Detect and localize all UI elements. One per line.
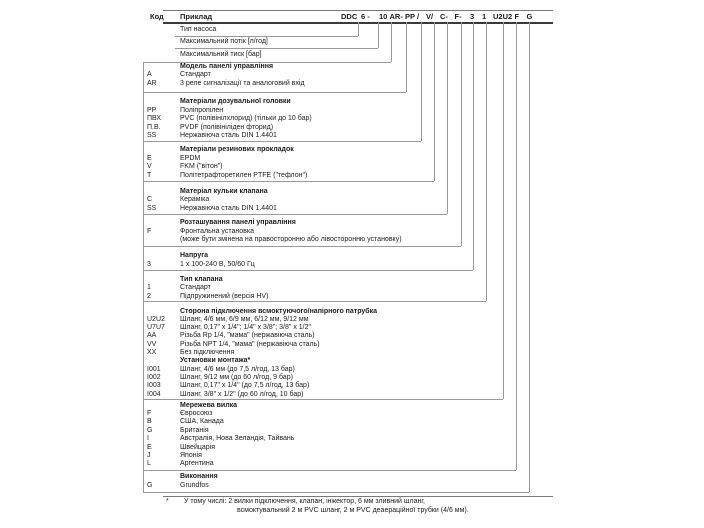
item-code: П.В.: [147, 123, 161, 131]
item-code: U2U2: [147, 315, 165, 323]
item-code: E: [147, 154, 152, 162]
item-description: Нержавіюча сталь DIN 1.4401: [180, 204, 277, 212]
type-key-code: 3: [470, 11, 475, 21]
item-description: Шланг, 0,17" x 1/4" (до 7,5 л/год, 13 бар): [180, 382, 310, 390]
item-description: Різьба NPT 1/4, "мама" (нержавіюча сталь): [180, 340, 320, 348]
column-header-code: Код: [150, 11, 164, 21]
item-description: Підпружинений (версія HV): [180, 292, 269, 300]
item-code: B: [147, 418, 152, 426]
type-key-code: V/: [426, 11, 434, 21]
section-bottom-line: [143, 246, 461, 247]
item-code: XX: [147, 349, 157, 356]
section-bottom-line: [143, 214, 447, 215]
item-code: E: [147, 443, 152, 451]
item-code: I004: [147, 390, 161, 398]
type-key-code: F: [514, 11, 520, 21]
row-label: Тип насоса: [180, 25, 217, 33]
item-description: Британія: [180, 426, 209, 434]
item-description: Євросоюз: [180, 409, 213, 417]
item-code: V: [147, 163, 152, 170]
type-key-code: U2U2: [493, 11, 513, 21]
item-code: T: [147, 171, 152, 179]
code-connector-vertical: [447, 22, 448, 214]
section-title: Напруга: [180, 252, 209, 259]
type-key-code: AR-: [389, 11, 403, 21]
item-code: SS: [147, 204, 157, 212]
item-description: Поліпропілен: [180, 106, 224, 114]
item-code: U7U7: [147, 324, 165, 332]
item-description: Шланг, 4/6 мм (до 7,5 л/год, 13 бар): [180, 365, 295, 373]
item-code: J: [147, 451, 151, 459]
type-key-code: F-: [454, 11, 462, 21]
item-code: ПВХ: [147, 115, 162, 122]
item-description: Австралія, Нова Зеландія, Тайвань: [180, 435, 295, 443]
section-bottom-line: [143, 181, 434, 182]
footnote-marker: *: [166, 498, 169, 505]
section-bottom-line: [143, 92, 406, 93]
row-underline: [175, 48, 378, 49]
item-description: PVDF (полівініліден фторид): [180, 123, 274, 131]
item-code: 1: [147, 284, 151, 291]
item-description: PVC (полівінілхлорид) (тільки до 10 бар): [180, 115, 312, 122]
item-code: F: [147, 227, 152, 235]
code-connector-vertical: [486, 22, 487, 301]
code-connector-vertical: [421, 22, 422, 141]
footnote-line1: У тому числі: 2 вилки підключення, клапан, інжектор, 6 мм зливний шланг,: [184, 498, 425, 505]
section-bottom-line: [143, 492, 529, 493]
item-code: AR: [147, 79, 157, 87]
column-header-example: Приклад: [180, 11, 213, 21]
section-bottom-line: [143, 301, 486, 302]
item-code: C: [147, 196, 153, 203]
code-connector-vertical: [358, 22, 359, 36]
section-title: Модель панелі управління: [180, 62, 274, 70]
item-description: 1 x 100-240 В, 50/60 Гц: [180, 260, 255, 268]
type-key-code: 10: [379, 11, 388, 21]
code-connector-vertical: [434, 22, 435, 181]
table-bottom-rule: [163, 496, 553, 497]
section-title: Виконання: [180, 473, 218, 480]
type-key-code: DDC: [341, 11, 358, 21]
item-description: Фронтальна установка: [180, 227, 254, 235]
type-key-code: PP /: [405, 11, 420, 21]
section-bottom-line: [143, 399, 503, 400]
item-description: Стандарт: [180, 284, 211, 291]
item-code: VV: [147, 340, 157, 348]
item-description: Кераміка: [180, 196, 210, 203]
item-code: I003: [147, 382, 161, 390]
item-description: FKM ("вітон"): [180, 163, 223, 170]
row-label: Максимальний тиск [бар]: [180, 50, 262, 58]
item-description: Шланг, 4/6 мм, 6/9 мм, 6/12 мм, 9/12 мм: [180, 315, 309, 323]
section-left-border: [143, 62, 144, 492]
item-code: SS: [147, 132, 157, 139]
item-description: Різьба Rp 1/4, "мама" (нержавіюча сталь): [180, 332, 315, 340]
item-code: I: [147, 435, 149, 443]
item-code: G: [147, 481, 153, 489]
item-code: AA: [147, 332, 157, 340]
row-label: Максимальний потік [л/год]: [180, 37, 268, 45]
item-description: 3 реле сигналізації та аналоговий вхід: [180, 79, 305, 87]
type-key-code: 1: [482, 11, 487, 21]
item-code: L: [147, 460, 151, 468]
section-subtitle: Установки монтажа*: [180, 357, 251, 365]
code-connector-vertical: [406, 22, 407, 92]
item-code: A: [147, 71, 152, 78]
section-bottom-line: [143, 470, 516, 471]
type-key-code: C-: [440, 11, 448, 21]
section-title: Мережева вилка: [180, 401, 238, 409]
item-description: (може бути змінена на правосторонню або лівосторонню установку): [180, 236, 402, 243]
item-code: F: [147, 409, 152, 417]
item-description: Швейцарія: [180, 443, 215, 451]
code-connector-vertical: [461, 22, 462, 246]
section-title: Тип клапана: [180, 275, 223, 283]
section-title: Матеріали резинових прокладок: [180, 146, 294, 153]
item-code: PP: [147, 106, 157, 114]
section-bottom-line: [143, 141, 421, 142]
item-description: Японія: [180, 451, 202, 459]
item-code: 3: [147, 260, 151, 268]
section-title: Матеріали дозувальної головки: [180, 98, 291, 105]
item-description: Шланг, 9/12 мм (до 60 л/год, 9 бар): [180, 373, 293, 381]
type-key-code: 6 -: [361, 11, 370, 21]
item-description: Шланг, 0,17" x 1/4"; 1/4" x 3/8"; 3/8" x 1/2": [180, 324, 311, 332]
item-description: Без підключення: [180, 349, 235, 356]
section-title: Матеріал кульки клапана: [180, 187, 268, 195]
item-description: Політетрафторетилен PTFE ("тефлон"): [180, 171, 308, 179]
item-description: Grundfos: [180, 481, 209, 489]
code-connector-vertical: [503, 22, 504, 399]
item-code: I001: [147, 365, 161, 373]
item-description: Стандарт: [180, 71, 211, 78]
code-connector-vertical: [516, 22, 517, 470]
type-key-code: G: [526, 11, 533, 21]
code-connector-vertical: [473, 22, 474, 270]
item-code: 2: [147, 292, 151, 300]
section-bottom-line: [143, 270, 473, 271]
code-connector-vertical: [529, 22, 530, 492]
item-description: США, Канада: [180, 418, 224, 426]
item-code: G: [147, 426, 153, 434]
footnote-line2: всмоктувальний 2 м PVC шланг, 2 м PVC деаераційної трубки (4/6 мм).: [237, 506, 469, 514]
code-connector-vertical: [391, 22, 392, 62]
section-title: Сторона підключення всмоктуючого/напірного патрубка: [180, 307, 378, 315]
item-code: I002: [147, 373, 161, 381]
item-description: EPDM: [180, 154, 201, 162]
item-description: Аргентина: [180, 460, 214, 468]
section-title: Розташування панелі управління: [180, 219, 296, 226]
table-top-rule: [163, 10, 553, 11]
code-connector-vertical: [378, 22, 379, 48]
item-description: Нержавіюча сталь DIN 1.4401: [180, 132, 277, 139]
item-description: Шланг, 3/8" x 1/2" (до 60 л/год, 10 бар): [180, 390, 304, 398]
